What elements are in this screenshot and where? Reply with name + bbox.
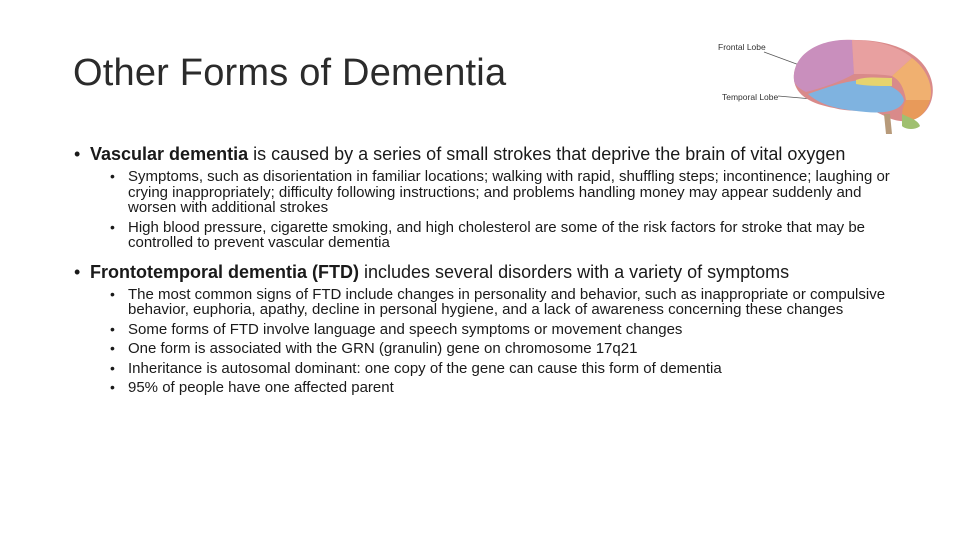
brain-lobes-illustration [716,30,944,136]
bullet-ftd-text: includes several disorders with a variety of symptoms [359,261,790,282]
sub-bullet: • Inheritance is autosomal dominant: one copy of the gene can cause this form of dementia [110,359,722,377]
sub-bullet: • High blood pressure, cigarette smoking, and high cholesterol are some of the risk factors for stroke that may be controlled to prevent vascular dementia [110,218,866,251]
sub-bullet: • 95% of people have one affected parent [110,379,394,396]
slide-title: Other Forms of Dementia [73,52,507,94]
bullet-content [70,145,900,396]
frontal-lobe-label: Frontal Lobe [718,42,766,52]
bullet-ftd: • Frontotemporal dementia (FTD) includes several disorders with a variety of symptoms [74,261,790,282]
bullet-vascular-term: Vascular dementia [90,144,249,164]
sub-bullet: • The most common signs of FTD include changes in personality and behavior, such as inappropriate or compulsive behavior, euphoria, apathy, decline in personal hygiene, and a lack of awareness concerning these changes [110,285,886,318]
bullet-vascular: • Vascular dementia is caused by a series of small strokes that deprive the brain of vital oxygen [74,144,846,164]
bullet-vascular-text: is caused by a series of small strokes that deprive the brain of vital oxygen [248,144,846,164]
sub-bullet: • Some forms of FTD involve language and speech symptoms or movement changes [110,320,683,338]
sub-bullet: • One form is associated with the GRN (granulin) gene on chromosome 17q21 [110,340,638,357]
temporal-lobe-label: Temporal Lobe [722,92,779,102]
bullet-ftd-term: Frontotemporal dementia (FTD) [90,261,359,282]
sub-bullet: • Symptoms, such as disorientation in familiar locations; walking with rapid, shuffling steps; incontinence; laughing or crying inappropriately; difficulty following instructions; and problems handling money may appear suddenly and worsen with additional strokes [110,168,890,216]
